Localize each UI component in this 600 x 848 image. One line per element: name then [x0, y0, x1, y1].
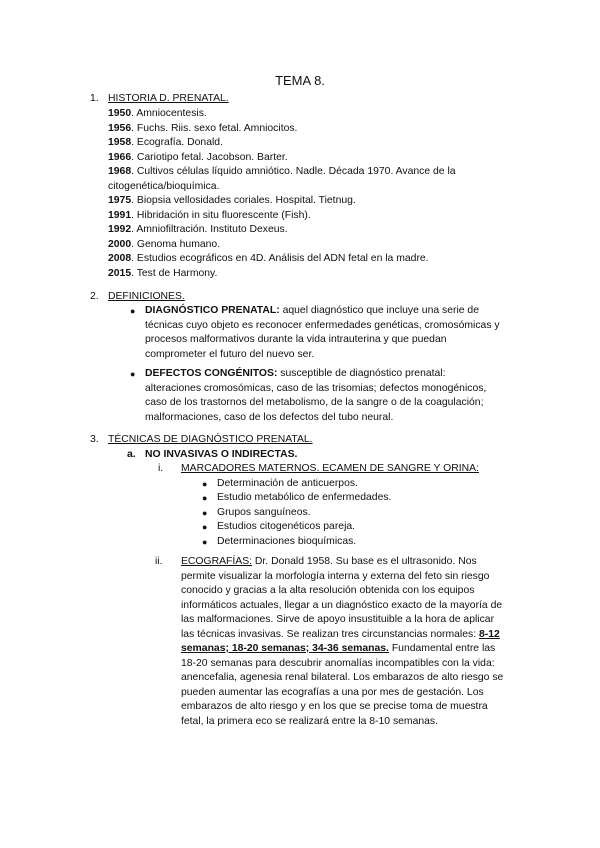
- section-3-heading: TÉCNICAS DE DIAGNÓSTICO PRENATAL.: [108, 434, 313, 445]
- subsection-ii-label: ii.: [155, 556, 163, 567]
- history-item: 1992. Amniofiltración. Instituto Dexeus.: [108, 224, 288, 235]
- paragraph-line: embarazos de alto riesgo y en los que se precise toma de muestra: [181, 701, 488, 712]
- bullet-icon: ●: [130, 306, 136, 316]
- bullet-icon: ●: [202, 536, 208, 547]
- paragraph-line: pueden aumentar las ecografías a una por mes de gestación. Los: [181, 686, 484, 698]
- definition-line: alteraciones cromosómicas, caso de las trisomias; defectos monogénicos,: [145, 382, 487, 394]
- bullet-icon: ●: [202, 478, 208, 489]
- paragraph-line: conocido y gracias a la alta resolución obtenida con los equipos: [181, 585, 475, 596]
- definition-line: comprometer el futuro del nuevo ser.: [145, 348, 315, 360]
- subsection-i-label: i.: [158, 463, 164, 474]
- list-item: Estudio metabólico de enfermedades.: [217, 492, 392, 503]
- paragraph-line: ECOGRAFÍAS: Dr. Donald 1958. Su base es el ultrasonido. Nos: [181, 556, 477, 567]
- section-2-heading: DEFINICIONES.: [108, 291, 185, 302]
- section-1-heading: HISTORIA D. PRENATAL.: [108, 93, 229, 104]
- definition-line: DEFECTOS CONGÉNITOS: susceptible de diagnóstico prenatal:: [145, 368, 446, 379]
- list-item: Determinaciones bioquímicas.: [217, 535, 357, 547]
- subsection-a-label: a.: [127, 448, 136, 460]
- history-item: 1958. Ecografía. Donald.: [108, 137, 223, 148]
- paragraph-line: permite visualizar la morfología interna y externa del feto sin riesgo: [181, 570, 490, 582]
- history-item: 2008. Estudios ecográficos en 4D. Análisis del ADN fetal en la madre.: [108, 253, 429, 264]
- history-item: 1966. Cariotipo fetal. Jacobson. Barter.: [108, 151, 288, 163]
- bullet-icon: ●: [130, 369, 136, 379]
- paragraph-line: las técnicas invasivas. Se realizan tres circunstancias normales: 8-12: [181, 628, 500, 640]
- list-item: Determinación de anticuerpos.: [217, 477, 358, 489]
- list-item: Estudios citogenéticos pareja.: [217, 521, 356, 532]
- paragraph-line: fetal, la primera eco se realizará entre la 8-10 semanas.: [181, 715, 439, 727]
- history-item: 1975. Biopsia vellosidades coriales. Hospital. Tietnug.: [108, 195, 356, 206]
- subsection-i-heading: MARCADORES MATERNOS. ECAMEN DE SANGRE Y ORINA:: [181, 463, 479, 474]
- bullet-icon: ●: [202, 522, 208, 532]
- history-item: 2015. Test de Harmony.: [108, 267, 218, 279]
- history-item: 1956. Fuchs. Riis. sexo fetal. Amniocitos.: [108, 122, 298, 134]
- section-1-number: 1.: [90, 93, 99, 104]
- paragraph-line: anencefalia, agenesia renal bilateral. Los embarazos de alto riesgo se: [181, 672, 504, 683]
- history-item: 2000. Genoma humano.: [108, 238, 221, 250]
- definition-line: técnicas cuyo objeto es reconocer enfermedades genéticas, cromosómicas y: [145, 319, 500, 331]
- definition-line: malformaciones, caso de los defectos del tubo neural.: [145, 411, 394, 423]
- bullet-icon: ●: [202, 493, 208, 503]
- paragraph-line: semanas; 18-20 semanas; 34-36 semanas. Fundamental entre las: [181, 643, 496, 654]
- history-item: 1950. Amniocentesis.: [108, 108, 207, 119]
- history-item: 1968. Cultivos células líquido amniótico. Nadle. Década 1970. Avance de la: [108, 166, 456, 177]
- section-3-number: 3.: [90, 434, 99, 445]
- bullet-icon: ●: [202, 507, 208, 518]
- paragraph-line: informáticos actuales, llegar a un diagnóstico exacto de la mayoría de: [181, 599, 503, 611]
- page-title: TEMA 8.: [275, 73, 325, 88]
- history-item: 1991. Hibridación in situ fluorescente (Fish).: [108, 209, 311, 221]
- section-2-number: 2.: [90, 291, 99, 302]
- paragraph-line: las malformaciones. Sirve de apoyo insustituible a la hora de aplicar: [181, 614, 495, 625]
- definition-line: caso de los trastornos del metabolismo, de la sangre o de la coagulación;: [145, 397, 484, 408]
- definition-line: DIAGNÓSTICO PRENATAL: aquel diagnóstico que incluye una serie de: [145, 305, 479, 316]
- paragraph-line: 18-20 semanas para descubrir anomalías incompatibles con la vida:: [181, 657, 495, 669]
- subsection-a-heading: NO INVASIVAS O INDIRECTAS.: [145, 448, 298, 460]
- definition-line: procesos malformativos durante la vida intrauterina y que puedan: [145, 334, 447, 345]
- list-item: Grupos sanguíneos.: [217, 506, 311, 518]
- history-item-continuation: citogenética/bioquímica.: [108, 180, 220, 192]
